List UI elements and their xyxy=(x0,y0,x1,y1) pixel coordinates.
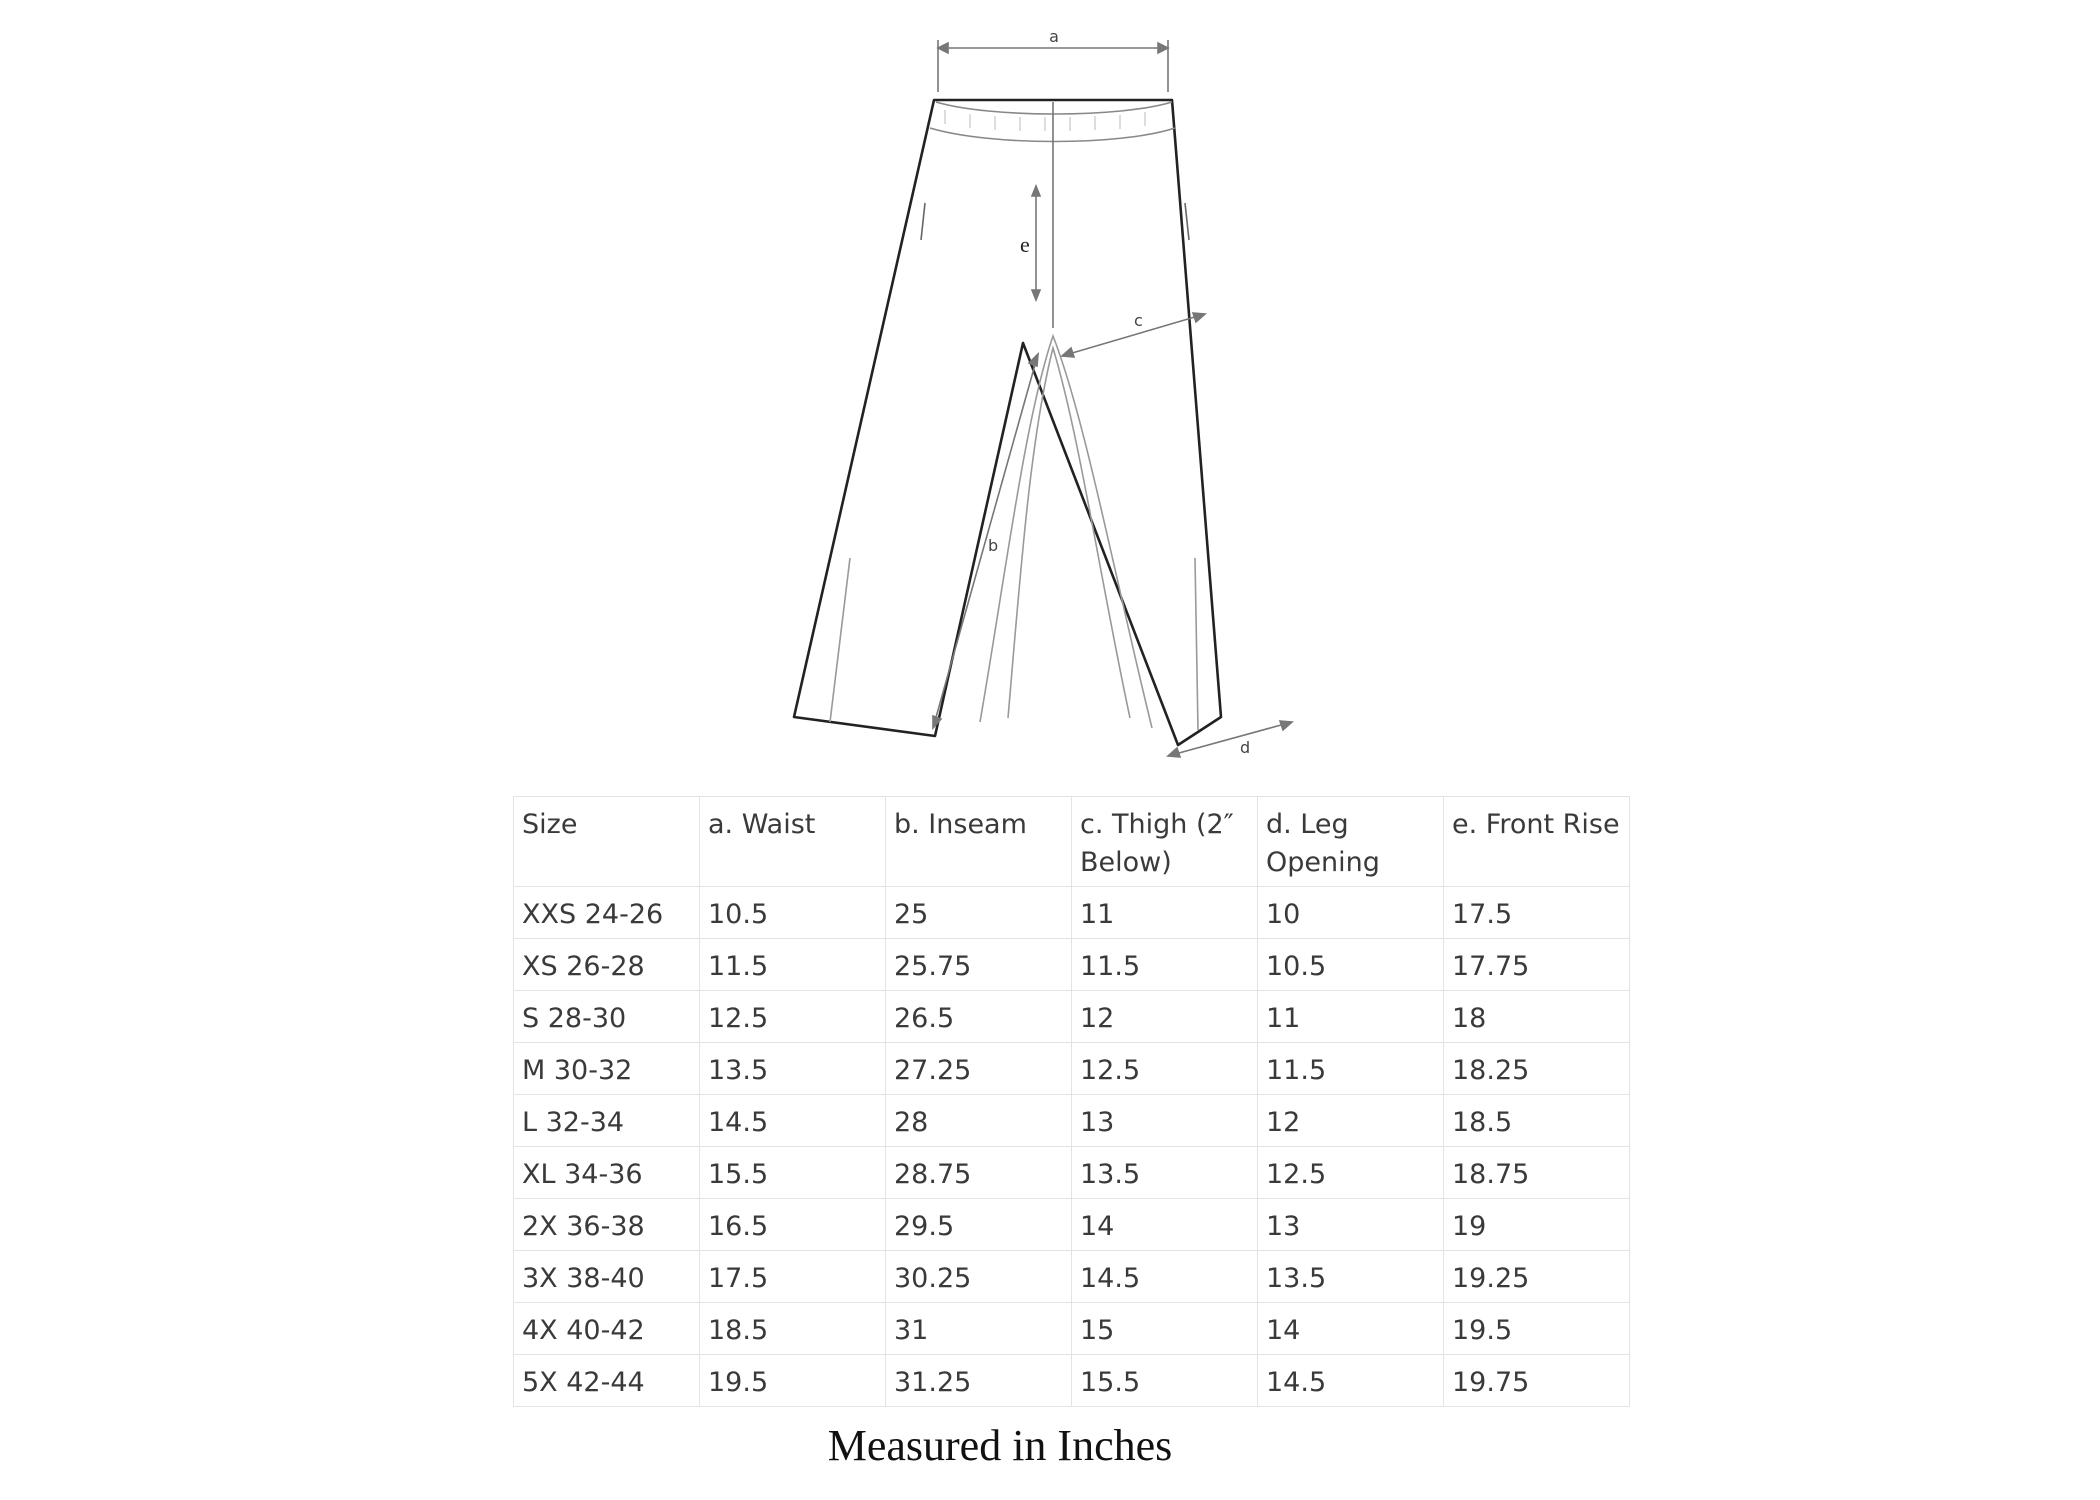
table-row xyxy=(514,1355,1630,1407)
cell-front-rise: 19.25 xyxy=(1444,1251,1630,1303)
cell-inseam: 25.75 xyxy=(886,939,1072,991)
cell-front-rise: 18.5 xyxy=(1444,1095,1630,1147)
cell-inseam: 28 xyxy=(886,1095,1072,1147)
table-row xyxy=(514,1251,1630,1303)
pants-measurement-diagram xyxy=(780,18,1340,778)
cell-waist: 12.5 xyxy=(700,991,886,1043)
cell-front-rise: 18.75 xyxy=(1444,1147,1630,1199)
cell-leg-opening: 14.5 xyxy=(1258,1355,1444,1407)
cell-front-rise: 18 xyxy=(1444,991,1630,1043)
pants-illustration xyxy=(780,18,1340,778)
cell-inseam: 28.75 xyxy=(886,1147,1072,1199)
cell-inseam: 31 xyxy=(886,1303,1072,1355)
table-row xyxy=(514,1043,1630,1095)
label-b: b xyxy=(988,536,999,555)
cell-size: L 32-34 xyxy=(514,1095,700,1147)
cell-thigh: 14.5 xyxy=(1072,1251,1258,1303)
cell-thigh: 12.5 xyxy=(1072,1043,1258,1095)
cell-thigh: 12 xyxy=(1072,991,1258,1043)
pants-outline xyxy=(794,100,1221,745)
cell-leg-opening: 13.5 xyxy=(1258,1251,1444,1303)
cell-front-rise: 17.75 xyxy=(1444,939,1630,991)
cell-front-rise: 18.25 xyxy=(1444,1043,1630,1095)
cell-size: 5X 42-44 xyxy=(514,1355,700,1407)
cell-waist: 18.5 xyxy=(700,1303,886,1355)
cell-size: XL 34-36 xyxy=(514,1147,700,1199)
header-front-rise: e. Front Rise xyxy=(1444,797,1630,887)
table-row xyxy=(514,1303,1630,1355)
cell-leg-opening: 14 xyxy=(1258,1303,1444,1355)
header-waist: a. Waist xyxy=(700,797,886,887)
cell-waist: 13.5 xyxy=(700,1043,886,1095)
label-a: a xyxy=(1049,27,1059,46)
inseam-measure-line xyxy=(933,354,1038,728)
cell-waist: 19.5 xyxy=(700,1355,886,1407)
measurement-unit-caption: Measured in Inches xyxy=(827,1421,1173,1470)
cell-thigh: 11 xyxy=(1072,887,1258,939)
cell-waist: 11.5 xyxy=(700,939,886,991)
cell-leg-opening: 13 xyxy=(1258,1199,1444,1251)
table-row xyxy=(514,939,1630,991)
cell-leg-opening: 11.5 xyxy=(1258,1043,1444,1095)
cell-leg-opening: 10 xyxy=(1258,887,1444,939)
cell-front-rise: 19.75 xyxy=(1444,1355,1630,1407)
cell-size: XXS 24-26 xyxy=(514,887,700,939)
cell-size: M 30-32 xyxy=(514,1043,700,1095)
cell-thigh: 15 xyxy=(1072,1303,1258,1355)
cell-front-rise: 19.5 xyxy=(1444,1303,1630,1355)
left-side-seam xyxy=(830,558,850,722)
cell-waist: 17.5 xyxy=(700,1251,886,1303)
cell-leg-opening: 10.5 xyxy=(1258,939,1444,991)
table-row xyxy=(514,887,1630,939)
cell-leg-opening: 12 xyxy=(1258,1095,1444,1147)
cell-inseam: 25 xyxy=(886,887,1072,939)
cell-size: XS 26-28 xyxy=(514,939,700,991)
cell-inseam: 30.25 xyxy=(886,1251,1072,1303)
cell-inseam: 27.25 xyxy=(886,1043,1072,1095)
table-row xyxy=(514,1199,1630,1251)
cell-thigh: 13 xyxy=(1072,1095,1258,1147)
header-thigh: c. Thigh (2″ Below) xyxy=(1072,797,1258,887)
cell-thigh: 14 xyxy=(1072,1199,1258,1251)
cell-thigh: 11.5 xyxy=(1072,939,1258,991)
size-chart-table xyxy=(513,796,1630,1407)
table-row xyxy=(514,1095,1630,1147)
cell-thigh: 13.5 xyxy=(1072,1147,1258,1199)
header-leg-opening: d. Leg Opening xyxy=(1258,797,1444,887)
cell-waist: 15.5 xyxy=(700,1147,886,1199)
cell-leg-opening: 11 xyxy=(1258,991,1444,1043)
table-header-row xyxy=(514,797,1630,887)
label-e: e xyxy=(1020,232,1030,257)
cell-waist: 16.5 xyxy=(700,1199,886,1251)
label-d: d xyxy=(1240,738,1251,757)
cell-waist: 10.5 xyxy=(700,887,886,939)
cell-waist: 14.5 xyxy=(700,1095,886,1147)
header-size: Size xyxy=(514,797,700,887)
waistband xyxy=(936,102,1172,114)
cell-front-rise: 19 xyxy=(1444,1199,1630,1251)
cell-thigh: 15.5 xyxy=(1072,1355,1258,1407)
cell-size: 2X 36-38 xyxy=(514,1199,700,1251)
right-side-seam xyxy=(1195,558,1198,730)
header-inseam: b. Inseam xyxy=(886,797,1072,887)
cell-size: 4X 40-42 xyxy=(514,1303,700,1355)
cell-inseam: 26.5 xyxy=(886,991,1072,1043)
label-c: c xyxy=(1134,311,1143,330)
table-row xyxy=(514,1147,1630,1199)
cell-leg-opening: 12.5 xyxy=(1258,1147,1444,1199)
cell-inseam: 31.25 xyxy=(886,1355,1072,1407)
cell-inseam: 29.5 xyxy=(886,1199,1072,1251)
cell-size: S 28-30 xyxy=(514,991,700,1043)
crotch-seam xyxy=(1008,348,1130,718)
cell-size: 3X 38-40 xyxy=(514,1251,700,1303)
table-row xyxy=(514,991,1630,1043)
cell-front-rise: 17.5 xyxy=(1444,887,1630,939)
